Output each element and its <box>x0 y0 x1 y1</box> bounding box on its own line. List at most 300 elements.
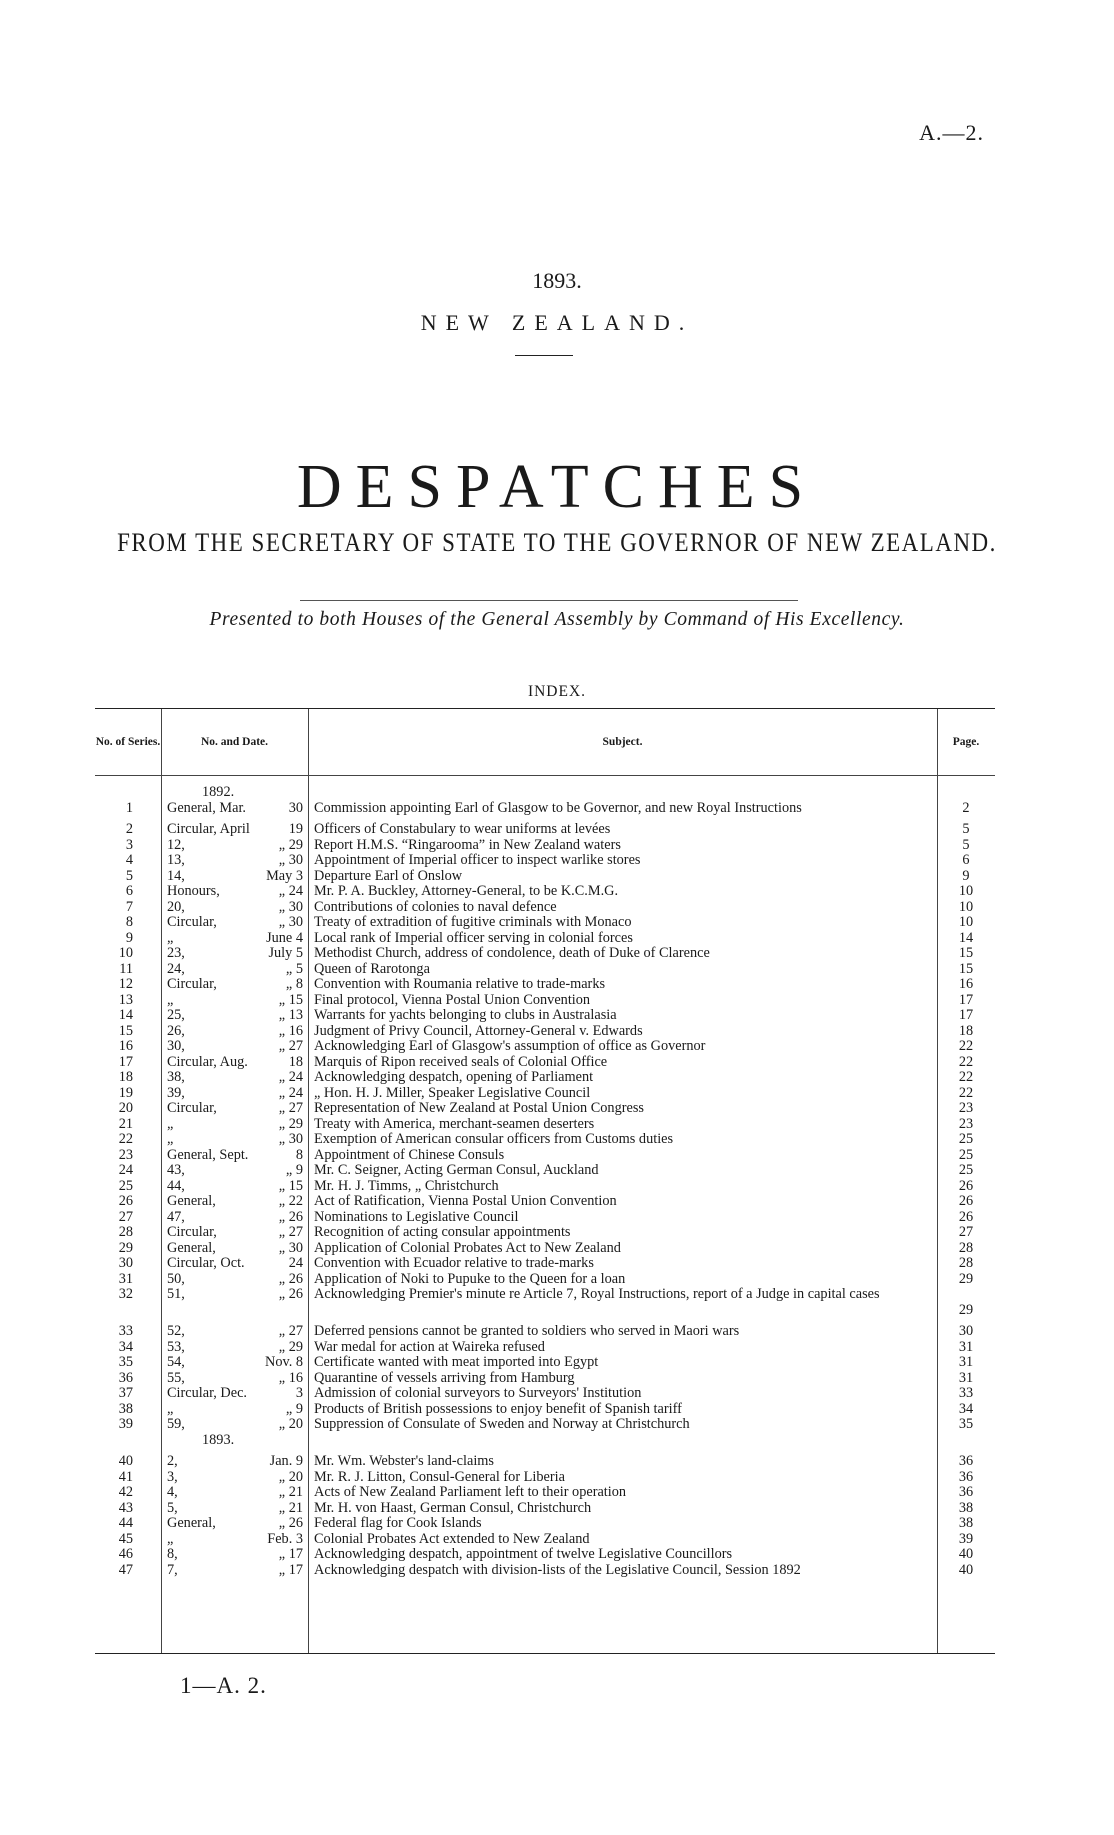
subject-text: Quarantine of vessels arriving from Hamburg <box>314 1370 575 1386</box>
table-row <box>95 977 995 993</box>
series-number: 7 <box>125 898 133 915</box>
page-number: 10 <box>958 898 974 915</box>
table-row <box>95 1008 995 1024</box>
despatch-date: „ 13 <box>278 1007 303 1023</box>
page-number: 35 <box>958 1416 974 1432</box>
series-number: 27 <box>118 1208 133 1225</box>
header-date: No. and Date. <box>200 736 269 748</box>
despatch-number: „ <box>167 1115 174 1132</box>
table-row <box>95 869 995 885</box>
table-row <box>95 1132 995 1148</box>
despatch-number: 20, <box>167 898 185 915</box>
series-number: 5 <box>125 867 133 884</box>
document-reference: A.—2. <box>919 120 984 145</box>
despatch-number: „ <box>167 1131 174 1147</box>
page-number: 29 <box>958 1301 974 1318</box>
subject-text: Commission appointing Earl of Glasgow to be Governor, and new Royal Instructions <box>314 800 802 816</box>
subject-text: Appointment of Chinese Consuls <box>314 1147 505 1163</box>
despatch-number: 25, <box>167 1007 185 1023</box>
page-number: 5 <box>962 821 970 837</box>
despatch-date: „ 17 <box>278 1561 303 1578</box>
subject-text: Products of British possessions to enjoy benefit of Spanish tariff <box>314 1401 682 1417</box>
despatch-number: Circular, Aug. <box>167 1053 248 1070</box>
subject-text: Nominations to Legislative Council <box>314 1209 519 1225</box>
series-number: 42 <box>118 1484 133 1500</box>
subject-text: Mr. R. J. Litton, Consul-General for Liberia <box>314 1469 565 1485</box>
despatch-number: General, Mar. <box>167 799 246 816</box>
page-number: 15 <box>958 945 974 961</box>
series-number: 30 <box>118 1255 133 1271</box>
series-number: 16 <box>118 1038 133 1054</box>
despatch-number: Circular, <box>167 914 217 930</box>
subject-text: Acknowledging despatch, opening of Parliament <box>314 1070 594 1085</box>
table-row <box>95 1256 995 1272</box>
despatch-number: 55, <box>167 1369 185 1386</box>
subject-text: Marquis of Ripon received seals of Colonial Office <box>314 1054 608 1070</box>
table-row <box>95 931 995 947</box>
despatch-number: 24, <box>167 960 185 977</box>
subject-text: Colonial Probates Act extended to New Zealand <box>314 1531 590 1547</box>
page-number: 22 <box>958 1069 974 1085</box>
subject-text: Acknowledging despatch, appointment of twelve Legislative Councillors <box>314 1547 733 1562</box>
subtitle-divider <box>300 600 798 601</box>
subject-text: Departure Earl of Onslow <box>314 868 463 884</box>
despatch-date: „ 24 <box>278 1069 303 1085</box>
subject-text: Act of Ratification, Vienna Postal Union Convention <box>314 1194 617 1209</box>
despatch-date: „ 29 <box>278 836 303 853</box>
page-number: 22 <box>958 1053 974 1070</box>
series-number: 22 <box>118 1131 133 1147</box>
despatch-date: „ 17 <box>278 1546 303 1562</box>
country-heading: NEW ZEALAND. <box>420 310 694 335</box>
series-number: 37 <box>118 1385 133 1401</box>
page-number: 2 <box>962 799 970 816</box>
subject-text: Appointment of Imperial officer to inspect warlike stores <box>314 853 641 868</box>
despatch-number: 3, <box>167 1468 178 1485</box>
table-row <box>95 1417 995 1433</box>
page-number: 15 <box>958 960 974 977</box>
table-row <box>95 1485 995 1501</box>
year-label: 1893. <box>202 1431 235 1448</box>
subject-text: War medal for action at Waireka refused <box>314 1339 545 1355</box>
despatch-date: „ 22 <box>278 1193 303 1209</box>
despatch-number: 59, <box>167 1416 185 1432</box>
year-row <box>95 785 995 801</box>
table-row <box>95 1070 995 1086</box>
table-row <box>95 1470 995 1486</box>
subject-text: Local rank of Imperial officer serving in colonial forces <box>314 930 633 946</box>
table-row <box>95 1371 995 1387</box>
index-rows <box>95 785 995 1578</box>
despatch-date: Feb. 3 <box>267 1530 303 1547</box>
page-number: 33 <box>958 1385 974 1401</box>
table-row <box>95 1501 995 1517</box>
page-number: 28 <box>958 1239 974 1256</box>
table-row <box>95 1272 995 1288</box>
series-number: 32 <box>118 1286 133 1302</box>
subject-text: Deferred pensions cannot be granted to soldiers who served in Maori wars <box>314 1324 740 1339</box>
table-row <box>95 1179 995 1195</box>
table-row <box>95 1340 995 1356</box>
table-row <box>95 1386 995 1402</box>
series-number: 25 <box>118 1177 133 1194</box>
series-number: 45 <box>118 1530 133 1547</box>
page-number: 23 <box>958 1115 974 1132</box>
despatch-date: 8 <box>295 1146 303 1163</box>
despatch-date: „ 30 <box>278 852 303 868</box>
series-number: 9 <box>125 929 133 946</box>
series-number: 6 <box>125 883 133 899</box>
page-number: 23 <box>958 1100 974 1116</box>
despatch-date: „ 27 <box>278 1323 303 1339</box>
series-number: 38 <box>118 1400 133 1417</box>
page-number: 36 <box>958 1468 974 1485</box>
subject-text: Mr. P. A. Buckley, Attorney-General, to be K.C.M.G. <box>314 884 619 899</box>
despatch-date: Jan. 9 <box>269 1453 303 1469</box>
table-row <box>95 1086 995 1102</box>
despatch-number: 7, <box>167 1561 178 1578</box>
despatch-date: „ 9 <box>285 1400 303 1417</box>
despatch-number: 5, <box>167 1499 178 1516</box>
series-number: 14 <box>118 1007 133 1023</box>
page-number: 18 <box>958 1022 974 1039</box>
year-label: 1892. <box>202 784 235 800</box>
despatch-number: Circular, <box>167 1224 217 1240</box>
subject-text: Acknowledging Premier's minute re Article 7, Royal Instructions, report of a Judge in capital cases <box>314 1287 880 1302</box>
page-number: 29 <box>958 1270 974 1287</box>
despatch-date: June 4 <box>266 929 303 946</box>
series-number: 36 <box>118 1369 133 1386</box>
subject-text: Treaty with America, merchant-seamen deserters <box>314 1116 595 1132</box>
table-row <box>95 1402 995 1418</box>
despatch-date: 3 <box>295 1385 303 1401</box>
series-number: 8 <box>125 914 133 930</box>
series-number: 19 <box>118 1084 133 1101</box>
despatch-date: „ 20 <box>278 1468 303 1485</box>
table-row <box>95 1547 995 1563</box>
series-number: 35 <box>118 1354 133 1370</box>
despatch-number: 53, <box>167 1338 185 1355</box>
subject-text: Federal flag for Cook Islands <box>314 1516 482 1531</box>
despatch-number: 43, <box>167 1162 185 1178</box>
despatch-date: „ 26 <box>278 1286 303 1302</box>
despatch-date: 19 <box>288 821 303 837</box>
despatch-date: „ 26 <box>278 1270 303 1287</box>
header-divider <box>95 775 995 776</box>
page-number: 9 <box>962 867 970 884</box>
despatch-number: 23, <box>167 945 185 961</box>
despatch-number: 8, <box>167 1546 178 1562</box>
page-number: 30 <box>958 1323 974 1339</box>
despatch-date: „ 30 <box>278 898 303 915</box>
despatch-date: „ 16 <box>278 1022 303 1039</box>
despatch-date: „ 27 <box>278 1100 303 1116</box>
series-number: 29 <box>118 1239 133 1256</box>
header-page: Page. <box>952 736 980 748</box>
table-row <box>95 915 995 931</box>
series-number: 24 <box>118 1162 133 1178</box>
page-number: 31 <box>958 1338 974 1355</box>
despatch-number: 4, <box>167 1484 178 1500</box>
document-subtitle: FROM THE SECRETARY OF STATE TO THE GOVERNOR OF NEW ZEALAND. <box>117 528 997 557</box>
despatch-date: „ 26 <box>278 1208 303 1225</box>
series-number: 17 <box>118 1053 133 1070</box>
series-number: 44 <box>118 1515 133 1531</box>
series-number: 39 <box>118 1416 133 1432</box>
page-number: 40 <box>958 1561 974 1578</box>
page-number: 28 <box>958 1255 974 1271</box>
subject-text: Application of Colonial Probates Act to New Zealand <box>314 1240 621 1256</box>
despatch-date: „ 15 <box>278 1177 303 1194</box>
page-number: 31 <box>958 1369 974 1386</box>
table-row <box>95 1563 995 1579</box>
series-number: 10 <box>118 945 133 961</box>
table-row <box>95 1117 995 1133</box>
table-row <box>95 838 995 854</box>
despatch-number: Circular, <box>167 976 217 992</box>
despatch-number: „ <box>167 991 174 1008</box>
page-number: 40 <box>958 1546 974 1562</box>
despatch-number: Circular, Dec. <box>167 1385 248 1401</box>
subject-text: Convention with Roumania relative to trade-marks <box>314 977 606 992</box>
table-row <box>95 801 995 817</box>
despatch-date: „ 20 <box>278 1416 303 1432</box>
table-row <box>95 1454 995 1470</box>
page-number: 26 <box>958 1193 974 1209</box>
despatch-date: „ 30 <box>278 914 303 930</box>
despatch-number: 47, <box>167 1208 185 1225</box>
despatch-number: General, <box>167 1515 216 1531</box>
table-row <box>95 822 995 838</box>
despatch-number: Circular, April <box>167 821 250 837</box>
series-number: 15 <box>118 1022 133 1039</box>
series-number: 11 <box>119 960 133 977</box>
series-number: 28 <box>118 1224 133 1240</box>
subject-text: Report H.M.S. “Ringarooma” in New Zealand waters <box>314 837 621 853</box>
table-row <box>95 884 995 900</box>
despatch-date: „ 27 <box>278 1224 303 1240</box>
subject-text: Suppression of Consulate of Sweden and Norway at Christchurch <box>314 1417 690 1432</box>
page-number: 10 <box>958 883 974 899</box>
series-number: 41 <box>118 1468 133 1485</box>
despatch-date: May 3 <box>266 867 303 884</box>
footer-reference: 1—A. 2. <box>180 1673 267 1698</box>
table-row <box>95 1194 995 1210</box>
despatch-number: 12, <box>167 836 185 853</box>
page-number: 5 <box>962 836 970 853</box>
series-number: 34 <box>118 1338 133 1355</box>
subject-text: „ Hon. H. J. Miller, Speaker Legislative Council <box>314 1085 591 1101</box>
series-number: 4 <box>125 852 133 868</box>
table-row <box>95 1355 995 1371</box>
table-row <box>95 1324 995 1340</box>
series-number: 23 <box>118 1146 133 1163</box>
despatch-date: „ 15 <box>278 991 303 1008</box>
series-number: 47 <box>118 1561 133 1578</box>
series-number: 12 <box>118 976 133 992</box>
despatch-number: Honours, <box>167 883 220 899</box>
series-number: 33 <box>118 1323 133 1339</box>
table-row <box>95 900 995 916</box>
despatch-date: „ 27 <box>278 1038 303 1054</box>
subject-text: Acknowledging Earl of Glasgow's assumption of office as Governor <box>314 1039 706 1054</box>
subject-text: Mr. H. J. Timms, „ Christchurch <box>314 1178 499 1194</box>
despatch-number: General, <box>167 1193 216 1209</box>
page-number: 38 <box>958 1515 974 1531</box>
subject-text: Acknowledging despatch with division-lists of the Legislative Council, Session 1892 <box>314 1562 801 1578</box>
subject-text: Convention with Ecuador relative to trade-marks <box>314 1256 594 1271</box>
subject-text: Acts of New Zealand Parliament left to their operation <box>314 1485 627 1500</box>
despatch-date: „ 21 <box>278 1499 303 1516</box>
page-number: 27 <box>958 1224 974 1240</box>
despatch-date: „ 29 <box>278 1338 303 1355</box>
short-divider <box>515 355 573 356</box>
despatch-date: 18 <box>288 1053 303 1070</box>
table-row <box>95 853 995 869</box>
subject-text: Judgment of Privy Council, Attorney-General v. Edwards <box>314 1023 643 1039</box>
despatch-number: 38, <box>167 1069 185 1085</box>
subject-text: Mr. Wm. Webster's land-claims <box>314 1454 494 1469</box>
despatch-number: 39, <box>167 1084 185 1101</box>
page-number: 6 <box>962 852 970 868</box>
despatch-number: General, Sept. <box>167 1146 249 1163</box>
subject-text: Mr. H. von Haast, German Consul, Christchurch <box>314 1500 592 1516</box>
table-row <box>95 1148 995 1164</box>
despatch-date: „ 5 <box>285 960 303 977</box>
table-row <box>95 993 995 1009</box>
despatch-number: 51, <box>167 1286 185 1302</box>
page-number: 39 <box>958 1530 974 1547</box>
despatch-number: „ <box>167 929 174 946</box>
despatch-date: „ 29 <box>278 1115 303 1132</box>
despatch-date: 30 <box>288 799 303 816</box>
page-number: 36 <box>958 1484 974 1500</box>
despatch-date: Nov. 8 <box>265 1354 303 1370</box>
series-number: 31 <box>118 1270 133 1287</box>
series-number: 40 <box>118 1453 133 1469</box>
series-number: 26 <box>118 1193 133 1209</box>
page-number: 25 <box>958 1131 974 1147</box>
despatch-number: 50, <box>167 1270 185 1287</box>
despatch-number: 44, <box>167 1177 185 1194</box>
subject-text: Application of Noki to Pupuke to the Queen for a loan <box>314 1271 626 1287</box>
series-number: 21 <box>118 1115 133 1132</box>
table-row <box>95 1241 995 1257</box>
table-row <box>95 1287 995 1318</box>
table-row <box>95 946 995 962</box>
header-subject: Subject. <box>602 736 643 748</box>
year-row <box>95 1433 995 1449</box>
table-row <box>95 1225 995 1241</box>
despatch-number: Circular, <box>167 1100 217 1116</box>
despatch-number: General, <box>167 1239 216 1256</box>
header-series: No. of Series. <box>95 736 161 748</box>
table-row <box>95 1024 995 1040</box>
despatch-number: 30, <box>167 1038 185 1054</box>
table-row <box>95 1055 995 1071</box>
page-number: 25 <box>958 1146 974 1163</box>
page-number: 17 <box>958 1007 974 1023</box>
despatch-date: „ 9 <box>285 1162 303 1178</box>
table-row <box>95 1516 995 1532</box>
subject-text: Recognition of acting consular appointments <box>314 1225 571 1240</box>
subject-text: Admission of colonial surveyors to Surveyors' Institution <box>314 1386 642 1401</box>
series-number: 3 <box>125 836 133 853</box>
page-number: 16 <box>958 976 974 992</box>
series-number: 1 <box>125 799 133 816</box>
series-number: 2 <box>125 821 133 837</box>
table-row <box>95 1163 995 1179</box>
despatch-date: „ 8 <box>285 976 303 992</box>
despatch-number: 54, <box>167 1354 185 1370</box>
despatch-date: 24 <box>288 1255 303 1271</box>
series-number: 18 <box>118 1069 133 1085</box>
subject-text: Officers of Constabulary to wear uniforms at levées <box>314 822 611 837</box>
subject-text: Contributions of colonies to naval defence <box>314 899 557 915</box>
series-number: 20 <box>118 1100 133 1116</box>
despatch-number: 26, <box>167 1022 185 1039</box>
page-number: 22 <box>958 1038 974 1054</box>
table-row <box>95 1532 995 1548</box>
table-row <box>95 1039 995 1055</box>
despatch-date: „ 24 <box>278 883 303 899</box>
subject-text: Mr. C. Seigner, Acting German Consul, Auckland <box>314 1163 599 1178</box>
series-number: 13 <box>118 991 133 1008</box>
document-year: 1893. <box>532 268 582 293</box>
table-row <box>95 1101 995 1117</box>
page-number: 34 <box>958 1400 974 1417</box>
subject-text: Exemption of American consular officers from Customs duties <box>314 1132 674 1147</box>
subject-text: Treaty of extradition of fugitive criminals with Monaco <box>314 915 632 930</box>
page-number: 10 <box>958 914 974 930</box>
page-number: 22 <box>958 1084 974 1101</box>
subject-text: Queen of Rarotonga <box>314 961 430 977</box>
index-heading: INDEX. <box>527 683 587 700</box>
subject-text: Representation of New Zealand at Postal Union Congress <box>314 1101 644 1116</box>
table-row <box>95 1210 995 1226</box>
presented-line: Presented to both Houses of the General Assembly by Command of His Excellency. <box>209 609 905 630</box>
despatch-date: „ 30 <box>278 1239 303 1256</box>
despatch-number: Circular, Oct. <box>167 1255 245 1271</box>
subject-text: Warrants for yachts belonging to clubs in Australasia <box>314 1008 617 1023</box>
despatch-number: 14, <box>167 867 185 884</box>
page-number: 14 <box>958 929 974 946</box>
subject-text: Methodist Church, address of condolence, death of Duke of Clarence <box>314 946 710 961</box>
despatch-date: „ 30 <box>278 1131 303 1147</box>
table-row <box>95 962 995 978</box>
despatch-number: „ <box>167 1530 174 1547</box>
page-number: 36 <box>958 1453 974 1469</box>
despatch-number: 2, <box>167 1453 178 1469</box>
despatch-number: 52, <box>167 1323 185 1339</box>
page-number: 26 <box>958 1208 974 1225</box>
document-title: DESPATCHES <box>296 453 818 521</box>
despatch-date: July 5 <box>268 945 303 961</box>
despatch-date: „ 16 <box>278 1369 303 1386</box>
despatch-date: „ 26 <box>278 1515 303 1531</box>
despatch-number: „ <box>167 1400 174 1417</box>
despatch-date: „ 24 <box>278 1084 303 1101</box>
page-number: 25 <box>958 1162 974 1178</box>
index-table <box>95 708 995 1654</box>
subject-text: Certificate wanted with meat imported into Egypt <box>314 1355 599 1370</box>
page-number: 26 <box>958 1177 974 1194</box>
page-number: 31 <box>958 1354 974 1370</box>
series-number: 43 <box>118 1499 133 1516</box>
despatch-number: 13, <box>167 852 185 868</box>
page-number: 17 <box>958 991 974 1008</box>
series-number: 46 <box>118 1546 133 1562</box>
